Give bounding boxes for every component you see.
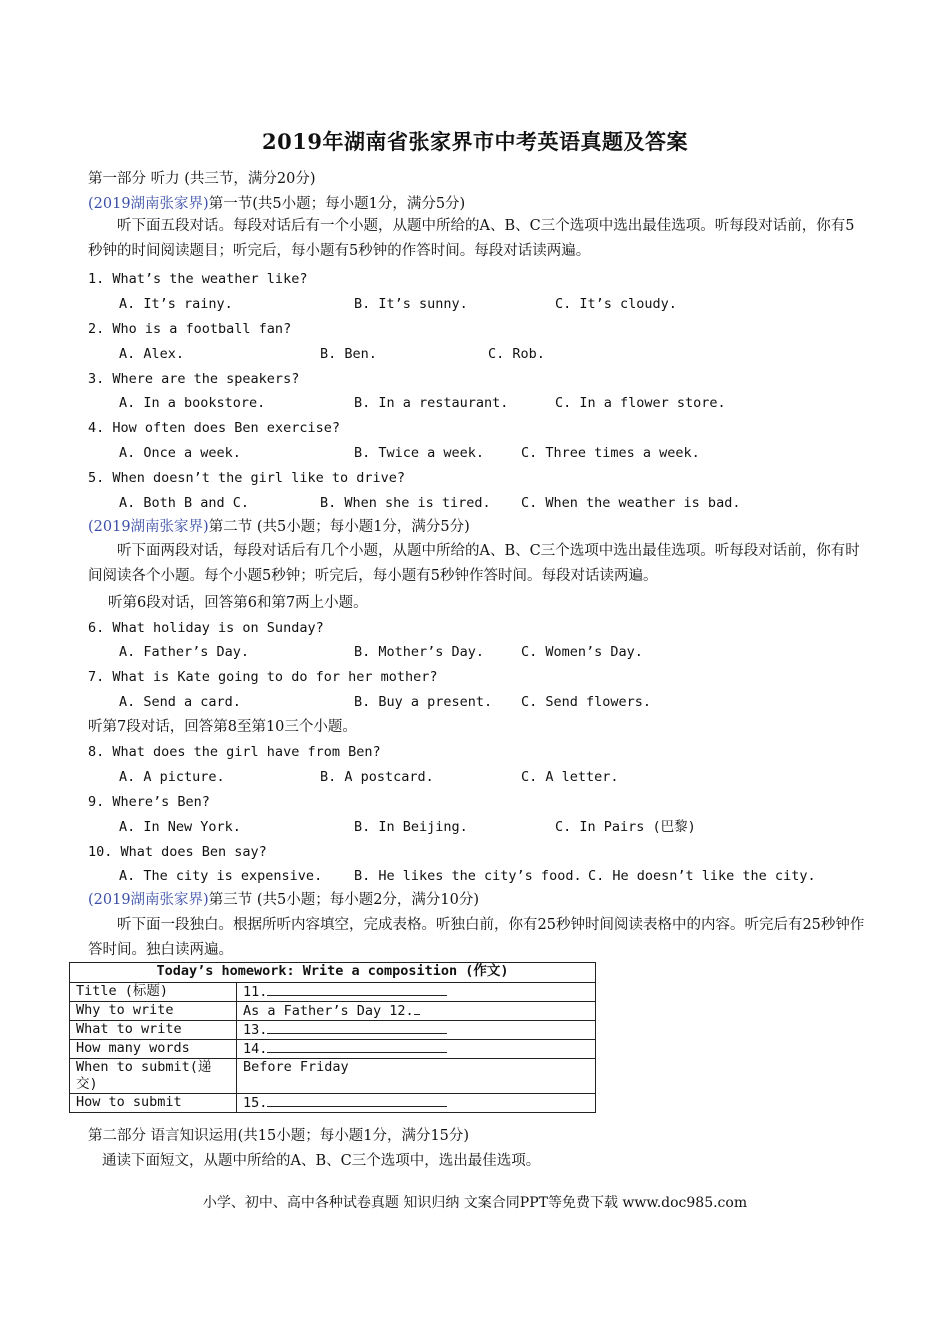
question-3: 3. Where are the speakers? <box>88 371 300 387</box>
q8-option-b: B. A postcard. <box>320 769 434 785</box>
answer-blank[interactable] <box>267 983 447 996</box>
q1-option-b: B. It’s sunny. <box>354 296 468 312</box>
answer-blank[interactable] <box>267 1021 447 1034</box>
question-8: 8. What does the girl have from Ben? <box>88 744 381 760</box>
question-1: 1. What’s the weather like? <box>88 271 308 287</box>
row-value <box>237 1021 596 1040</box>
question-6: 6. What holiday is on Sunday? <box>88 620 324 636</box>
question-2: 2. Who is a football fan? <box>88 321 292 337</box>
row-label: How to submit <box>70 1094 237 1113</box>
question-10: 10. What does Ben say? <box>88 844 267 860</box>
section3-heading <box>88 891 479 909</box>
q1-option-a: A. It’s rainy. <box>119 296 233 312</box>
row-value-text: As a Father’s Day 12. <box>243 1003 414 1019</box>
question-7: 7. What is Kate going to do for her mother? <box>88 669 438 685</box>
row-value <box>237 1002 596 1021</box>
section2-heading-text: 第二节 (共5小题；每小题1分，满分5分) <box>208 519 470 535</box>
answer-blank[interactable] <box>414 1002 420 1015</box>
table-row <box>70 983 596 1002</box>
section2-instructions: 听下面两段对话，每段对话后有几个小题，从题中所给的A、B、C三个选项中选出最佳选项。听每段对话前，你有时间阅读各个小题。每个小题5秒钟；听完后，每小题有5秒钟作答时间。每段对话读两遍。 <box>88 543 860 584</box>
row-value-text: 14. <box>243 1041 268 1057</box>
part2-instructions: 通读下面短文，从题中所给的A、B、C三个选项中，选出最佳选项。 <box>102 1153 541 1169</box>
q9-option-b: B. In Beijing. <box>354 819 468 835</box>
q5-option-c: C. When the weather is bad. <box>521 495 741 511</box>
section1-heading <box>88 195 465 213</box>
row-label: Title (标题) <box>70 983 237 1002</box>
question-5: 5. When doesn’t the girl like to drive? <box>88 470 405 486</box>
q7-option-b: B. Buy a present. <box>354 694 493 710</box>
table-row <box>70 1021 596 1040</box>
q3-option-b: B. In a restaurant. <box>354 395 509 411</box>
q10-option-c: C. He doesn’t like the city. <box>588 868 816 884</box>
row-value <box>237 1094 596 1113</box>
question-9: 9. Where’s Ben? <box>88 794 210 810</box>
section2-heading <box>88 518 470 536</box>
section1-heading-text: 第一节(共5小题；每小题1分，满分5分) <box>208 196 466 212</box>
q10-option-a: A. The city is expensive. <box>119 868 323 884</box>
section1-instructions: 听下面五段对话。每段对话后有一个小题，从题中所给的A、B、C三个选项中选出最佳选项。听每段对话前，你有5秒钟的时间阅读题目；听完后，每小题有5秒钟的作答时间。每段对话读两遍。 <box>88 218 855 259</box>
q3-option-a: A. In a bookstore. <box>119 395 266 411</box>
q2-option-a: A. Alex. <box>119 346 185 362</box>
q8-option-a: A. A picture. <box>119 769 225 785</box>
source-tag: (2019湖南张家界) <box>88 519 209 535</box>
q5-option-b: B. When she is tired. <box>320 495 491 511</box>
row-label: What to write <box>70 1021 237 1040</box>
row-label: When to submit(递交) <box>70 1059 237 1094</box>
row-label: Why to write <box>70 1002 237 1021</box>
q10-option-b: B. He likes the city’s food. <box>354 868 582 884</box>
question-4: 4. How often does Ben exercise? <box>88 420 340 436</box>
source-tag: (2019湖南张家界) <box>88 892 209 908</box>
row-value-text: 11. <box>243 984 268 1000</box>
q2-option-b: B. Ben. <box>320 346 377 362</box>
answer-blank[interactable] <box>267 1094 447 1107</box>
row-value: Before Friday <box>237 1059 596 1094</box>
answer-blank[interactable] <box>267 1040 447 1053</box>
dialog6-note: 听第6段对话，回答第6和第7两上小题。 <box>108 595 368 611</box>
table-row <box>70 1002 596 1021</box>
part1-heading: 第一部分 听力 (共三节，满分20分) <box>88 171 316 187</box>
row-value <box>237 1040 596 1059</box>
dialog7-note: 听第7段对话，回答第8至第10三个小题。 <box>88 719 357 735</box>
section3-heading-text: 第三节 (共5小题；每小题2分，满分10分) <box>208 892 480 908</box>
table-row <box>70 1040 596 1059</box>
q5-option-a: A. Both B and C. <box>119 495 250 511</box>
q9-option-c: C. In Pairs (巴黎) <box>555 819 696 835</box>
table-header: Today’s homework: Write a composition (作文) <box>70 963 596 983</box>
table-header-row <box>70 963 596 983</box>
source-tag: (2019湖南张家界) <box>88 196 209 212</box>
q7-option-c: C. Send flowers. <box>521 694 652 710</box>
q1-option-c: C. It’s cloudy. <box>555 296 677 312</box>
page-footer: 小学、初中、高中各种试卷真题 知识归纳 文案合同PPT等免费下载 www.doc985.com <box>202 1195 748 1211</box>
q7-option-a: A. Send a card. <box>119 694 241 710</box>
q9-option-a: A. In New York. <box>119 819 241 835</box>
table-row <box>70 1094 596 1113</box>
page-title: 2019年湖南省张家界市中考英语真题及答案 <box>262 129 688 154</box>
row-value-text: 13. <box>243 1022 268 1038</box>
q3-option-c: C. In a flower store. <box>555 395 726 411</box>
row-label: How many words <box>70 1040 237 1059</box>
q6-option-b: B. Mother’s Day. <box>354 644 485 660</box>
row-value <box>237 983 596 1002</box>
section3-instructions: 听下面一段独白。根据所听内容填空，完成表格。听独白前，你有25秒钟时间阅读表格中的内容。听完后有25秒钟作答时间。独白读两遍。 <box>88 917 865 958</box>
q4-option-a: A. Once a week. <box>119 445 241 461</box>
row-value-text: 15. <box>243 1095 268 1111</box>
part2-heading: 第二部分 语言知识运用(共15小题；每小题1分，满分15分) <box>88 1128 470 1144</box>
q4-option-c: C. Three times a week. <box>521 445 700 461</box>
table-row <box>70 1059 596 1094</box>
q6-option-a: A. Father’s Day. <box>119 644 250 660</box>
q8-option-c: C. A letter. <box>521 769 619 785</box>
homework-table <box>69 962 596 1113</box>
q6-option-c: C. Women’s Day. <box>521 644 643 660</box>
q4-option-b: B. Twice a week. <box>354 445 485 461</box>
q2-option-c: C. Rob. <box>488 346 545 362</box>
